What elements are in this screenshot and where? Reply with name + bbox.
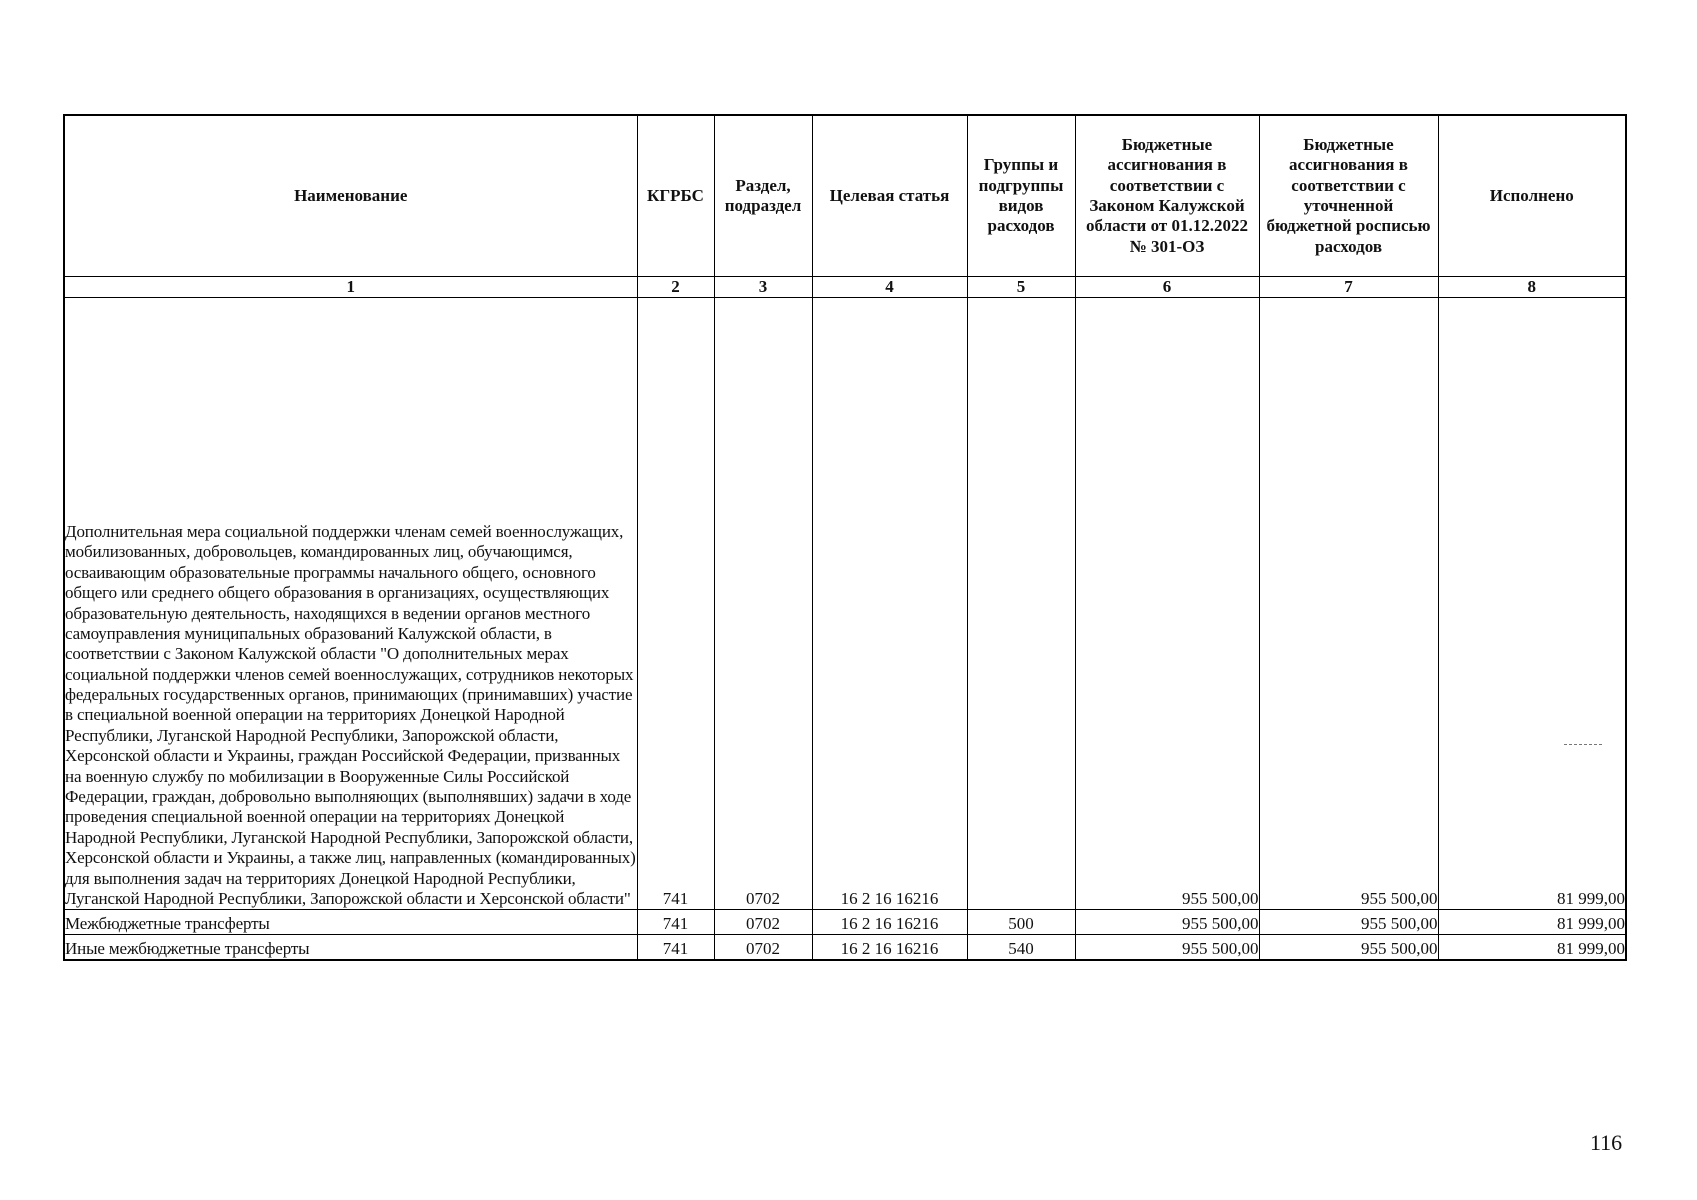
row-executed-amount: 81 999,00 bbox=[1438, 910, 1626, 935]
table-row bbox=[64, 935, 1626, 961]
row-target: 16 2 16 16216 bbox=[812, 298, 967, 910]
budget-execution-table bbox=[63, 114, 1627, 961]
header-groups: Группы и подгруппы видов расходов bbox=[967, 115, 1075, 277]
row-group: 540 bbox=[967, 935, 1075, 961]
header-razdel: Раздел, подраздел bbox=[714, 115, 812, 277]
header-kgrbs: КГРБС bbox=[637, 115, 714, 277]
row-law-amount: 955 500,00 bbox=[1075, 935, 1259, 961]
table-header-row bbox=[64, 115, 1626, 277]
column-number: 8 bbox=[1438, 277, 1626, 298]
row-kgrbs: 741 bbox=[637, 935, 714, 961]
header-refined: Бюджетные ассигнования в соответствии с уточненной бюджетной росписью расходов bbox=[1259, 115, 1438, 277]
row-kgrbs: 741 bbox=[637, 298, 714, 910]
row-executed-amount: 81 999,00 bbox=[1438, 298, 1626, 910]
row-law-amount: 955 500,00 bbox=[1075, 910, 1259, 935]
row-name: Иные межбюджетные трансферты bbox=[64, 935, 637, 961]
page-number: 116 bbox=[1590, 1130, 1623, 1155]
header-name: Наименование bbox=[64, 115, 637, 277]
row-refined-amount: 955 500,00 bbox=[1259, 298, 1438, 910]
column-number: 3 bbox=[714, 277, 812, 298]
header-executed: Исполнено bbox=[1438, 115, 1626, 277]
header-law: Бюджетные ассигнования в соответствии с Законом Калужской области от 01.12.2022 № 301-ОЗ bbox=[1075, 115, 1259, 277]
row-target: 16 2 16 16216 bbox=[812, 935, 967, 961]
table-row bbox=[64, 910, 1626, 935]
header-target: Целевая статья bbox=[812, 115, 967, 277]
row-name: Дополнительная мера социальной поддержки членам семей военнослужащих, мобилизованных, добровольцев, командированных лиц, обучающимся, осваивающим образовательные программы начального общего, основного общего или среднего общего образования в организациях, осуществляющих образовательную деятельность, находящихся в ведении органов местного самоуправления муниципальных образований Калужской области, в соответствии с Законом Калужской области "О дополнительных мерах социальной поддержки членов семей военнослужащих, сотрудников некоторых федеральных государственных органов, принимающих (принимавших) участие в специальной военной операции на территориях Донецкой Народной Республики, Луганской Народной Республики, Запорожской области, Херсонской области и Украины, граждан Российской Федерации, призванных на военную службу по мобилизации в Вооруженные Силы Российской Федерации, граждан, добровольно выполняющих (выполнявших) задачи в ходе проведения специальной военной операции на территориях Донецкой Народной Республики, Луганской Народной Республики, Запорожской области, Херсонской области и Украины, а также лиц, направленных (командированных) для выполнения задач на территориях Донецкой Народной Республики, Луганской Народной Республики, Запорожской области и Херсонской области" bbox=[64, 298, 637, 910]
row-refined-amount: 955 500,00 bbox=[1259, 935, 1438, 961]
column-number: 4 bbox=[812, 277, 967, 298]
column-number: 7 bbox=[1259, 277, 1438, 298]
column-number-row bbox=[64, 277, 1626, 298]
row-law-amount: 955 500,00 bbox=[1075, 298, 1259, 910]
row-refined-amount: 955 500,00 bbox=[1259, 910, 1438, 935]
column-number: 6 bbox=[1075, 277, 1259, 298]
column-number: 2 bbox=[637, 277, 714, 298]
pen-mark bbox=[1564, 744, 1602, 746]
row-name: Межбюджетные трансферты bbox=[64, 910, 637, 935]
row-razdel: 0702 bbox=[714, 935, 812, 961]
row-executed-amount: 81 999,00 bbox=[1438, 935, 1626, 961]
row-target: 16 2 16 16216 bbox=[812, 910, 967, 935]
table-row bbox=[64, 298, 1626, 910]
column-number: 5 bbox=[967, 277, 1075, 298]
row-group: 500 bbox=[967, 910, 1075, 935]
row-group bbox=[967, 298, 1075, 910]
column-number: 1 bbox=[64, 277, 637, 298]
row-kgrbs: 741 bbox=[637, 910, 714, 935]
row-razdel: 0702 bbox=[714, 298, 812, 910]
row-razdel: 0702 bbox=[714, 910, 812, 935]
